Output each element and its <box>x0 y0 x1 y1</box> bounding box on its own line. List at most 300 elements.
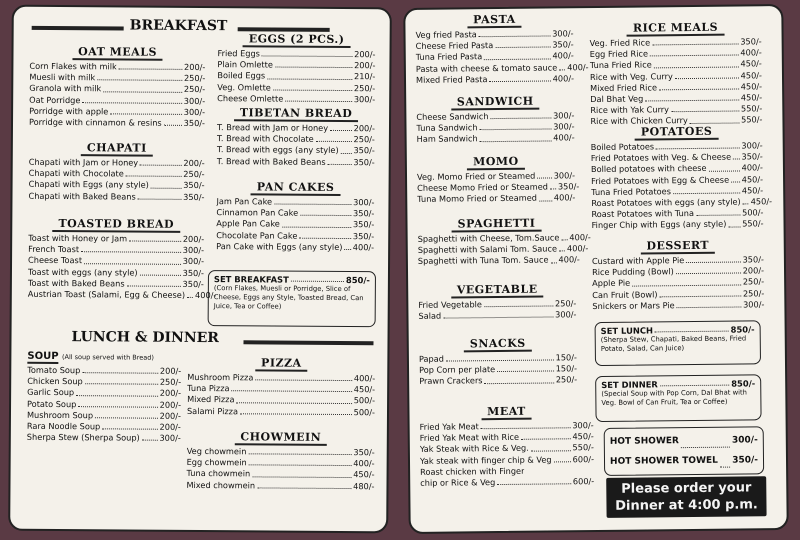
menu-item-price: 400/- <box>569 232 591 243</box>
menu-item-price: 200/- <box>159 365 182 376</box>
menu-item-price: 500/- <box>353 406 376 417</box>
menu-item-name: Muesli with milk <box>29 72 96 83</box>
dot-leader <box>690 115 739 124</box>
menu-item-name: Austrian Toast (Salami, Egg & Cheese) <box>27 288 186 300</box>
menu-item-name: Fried Yak Meat <box>419 421 479 432</box>
menu-item-price: 200/- <box>354 49 376 60</box>
menu-item-name: Fried Yak Meat with Rice <box>419 432 520 444</box>
menu-item-name: Can Fruit (Bowl) <box>592 288 658 300</box>
dot-leader <box>550 182 556 190</box>
menu-item-name: Boiled Potatoes <box>590 141 655 153</box>
menu-item-price: 450/- <box>740 81 763 92</box>
section-meat <box>419 404 594 489</box>
menu-item <box>28 190 204 202</box>
menu-item-price: 300/- <box>159 432 181 444</box>
dot-leader <box>484 51 550 60</box>
section-title-text: OAT MEALS <box>72 45 163 61</box>
menu-item-name: Porridge with apple <box>29 105 109 117</box>
menu-item-name: Plain Omlette <box>217 59 273 70</box>
menu-item-price: 350/- <box>182 267 205 278</box>
dot-leader <box>656 140 739 149</box>
menu-item-name: Toast with Baked Beans <box>27 277 125 289</box>
section-title-text: CHAPATI <box>81 141 153 157</box>
set-breakfast-box <box>208 270 376 327</box>
set-dinner-desc: (Special Soup with Pop Corn, Dal Bhat with Veg. Bowl of Can Fruit, Tea or Coffee) <box>601 388 748 407</box>
dot-leader <box>650 48 738 57</box>
menu-item-name: Roast chicken with Finger <box>420 465 525 477</box>
menu-item-name: Rice with Yak Curry <box>590 104 670 116</box>
breakfast-title: BREAKFAST <box>129 17 228 35</box>
menu-item-name: Cheese Omlette <box>217 92 284 104</box>
menu-item-price: 350/- <box>183 191 205 202</box>
dot-leader <box>559 244 565 252</box>
menu-item-name: Fried Potatoes with Egg & Cheese <box>591 174 730 186</box>
menu-item-name: Cheese Toast <box>28 255 83 266</box>
menu-item-name: Prawn Crackers <box>419 375 483 387</box>
menu-item-price: 200/- <box>159 388 182 399</box>
menu-item-price: 350/- <box>732 455 759 466</box>
menu-item-name: Rice with Veg. Curry <box>589 70 673 82</box>
menu-item-price: 300/- <box>572 420 594 431</box>
menu-item-name: Tuna Pizza <box>187 383 230 394</box>
dot-leader <box>142 433 158 441</box>
menu-item-price: 250/- <box>742 287 765 299</box>
menu-item-price: 550/- <box>742 218 764 229</box>
dot-leader <box>275 60 352 69</box>
dot-leader <box>84 256 181 265</box>
menu-item <box>592 299 764 312</box>
dot-leader <box>559 62 565 70</box>
menu-item-name: Pan Cake with Eggs (any style) <box>216 240 343 252</box>
dot-leader <box>273 82 352 91</box>
section-title-text: TOASTED BREAD <box>52 217 180 233</box>
section-pasta <box>415 12 589 86</box>
menu-item-name: Tuna Fried Rice <box>589 59 652 71</box>
menu-item-name: Cinnamon Pan Cake <box>216 207 299 218</box>
dot-leader <box>671 104 739 113</box>
menu-item-name: Cheese Fried Pasta <box>415 40 494 52</box>
dot-leader <box>187 290 193 298</box>
section-snacks <box>419 336 578 387</box>
dot-leader <box>696 208 740 217</box>
dot-leader <box>497 364 554 373</box>
menu-item-price: 200/- <box>184 61 206 73</box>
menu-item-name: Dal Bhat Veg <box>590 93 644 105</box>
section-title-text: PASTA <box>467 13 522 29</box>
menu-item-price: 400/- <box>567 61 589 72</box>
section-chowmein <box>186 430 374 492</box>
menu-item <box>420 476 594 489</box>
dot-leader <box>341 145 352 153</box>
menu-item-price: 350/- <box>352 219 375 230</box>
set-breakfast-title: SET BREAKFAST <box>213 274 289 285</box>
menu-item-name: Sherpa Stew (Sherpa Soup) <box>26 432 140 443</box>
dot-leader <box>344 242 350 250</box>
section-title <box>592 238 764 253</box>
menu-item-price: 200/- <box>159 421 181 432</box>
menu-item-price: 400/- <box>195 289 217 301</box>
menu-item-price: 350/- <box>353 447 375 458</box>
hot-shower-box <box>604 426 764 476</box>
menu-item-price: 250/- <box>159 376 182 388</box>
dot-leader <box>81 244 181 253</box>
dot-leader <box>82 365 158 374</box>
menu-item-name: HOT SHOWER TOWEL <box>609 455 718 467</box>
menu-item <box>610 430 758 452</box>
dot-leader <box>164 118 182 126</box>
menu-item-name: Roast Potatoes with Tuna <box>591 208 695 220</box>
dot-leader <box>490 110 551 119</box>
menu-item-price: 350/- <box>353 156 375 167</box>
dot-leader <box>76 388 158 397</box>
section-title <box>415 12 573 27</box>
menu-item-price: 300/- <box>353 93 376 105</box>
menu-item-name: Chapati with Baked Beans <box>28 190 136 202</box>
menu-item-price: 450/- <box>353 384 376 395</box>
menu-item-name: Tuna Fried Potatoes <box>591 186 671 197</box>
set-dinner-price: 850/- <box>731 378 756 389</box>
menu-item <box>216 241 374 253</box>
section-pizza <box>187 356 375 418</box>
section-title-text: SNACKS <box>464 337 532 353</box>
section-title <box>417 154 575 169</box>
set-lunch-title: SET LUNCH <box>600 325 654 336</box>
menu-item-price: 400/- <box>353 373 376 384</box>
section-title <box>217 106 375 120</box>
menu-item-name: Corn Flakes with milk <box>29 60 117 72</box>
dot-leader <box>743 196 749 204</box>
menu-item-price: 550/- <box>740 103 763 114</box>
menu-item-price: 150/- <box>555 363 578 374</box>
menu-item-price: 350/- <box>183 117 206 129</box>
menu-item <box>591 219 763 232</box>
lunch-dinner-title: LUNCH & DINNER <box>71 329 220 347</box>
dot-leader <box>550 255 556 263</box>
menu-item-price: 250/- <box>554 298 577 309</box>
menu-item-name: Mixed Fried Rice <box>590 82 658 93</box>
section-potatoes <box>590 124 773 231</box>
dot-leader <box>652 36 738 45</box>
section-title-text: MEAT <box>481 405 532 421</box>
menu-item <box>187 406 375 419</box>
menu-item-name: Chicken Soup <box>27 375 83 387</box>
dot-leader <box>443 310 553 319</box>
menu-item-name: Porridge with cinnamon & resins <box>28 116 162 128</box>
section-sandwich <box>416 94 575 145</box>
section-title-text: MOMO <box>467 155 525 171</box>
section-title-text: CHOWMEIN <box>234 430 327 446</box>
menu-item <box>416 73 574 86</box>
section-rice-meals <box>589 20 762 127</box>
menu-item-name: Mixed chowmein <box>186 479 256 490</box>
menu-item-price: 150/- <box>555 352 577 363</box>
menu-item-price: 300/- <box>183 95 206 106</box>
menu-item-price: 600/- <box>572 453 595 464</box>
menu-item-price: 400/- <box>352 241 375 253</box>
dot-leader <box>521 431 571 440</box>
menu-item <box>27 288 217 301</box>
menu-item-price: 400/- <box>566 243 589 254</box>
dot-leader <box>481 420 571 429</box>
menu-item-price: 450/- <box>740 92 763 103</box>
dot-leader <box>140 267 181 275</box>
menu-item-name: Chocolate Pan Cake <box>216 229 298 241</box>
dot-leader <box>675 70 739 79</box>
menu-item-name: Cheese Momo Fried or Steamed <box>417 181 548 194</box>
section-title <box>589 20 761 35</box>
menu-item-price: 300/- <box>182 245 205 256</box>
section-vegetable <box>418 282 576 322</box>
menu-item-name: Yak Steak with Rice & Veg. <box>419 443 529 455</box>
dot-leader <box>138 191 181 200</box>
menu-item-price: 350/- <box>183 180 205 191</box>
dot-leader <box>240 406 352 415</box>
menu-item-name: Apple Pan Cake <box>216 218 280 229</box>
menu-item-name: Cheese Sandwich <box>416 111 489 122</box>
set-dinner-box <box>595 374 761 422</box>
menu-item-name: Snickers or Mars Pie <box>592 299 675 311</box>
dot-leader <box>677 299 741 308</box>
menu-item <box>610 450 758 472</box>
menu-page-left <box>8 5 392 534</box>
menu-item-price: 400/- <box>353 458 375 469</box>
menu-item-name: Chapati with Jam or Honey <box>28 156 139 168</box>
section-title <box>416 94 574 109</box>
dot-leader <box>282 219 351 228</box>
menu-item-name: Spaghetti with Cheese, Tom.Sauce <box>417 232 560 244</box>
menu-item-price: 350/- <box>740 36 762 47</box>
dot-leader <box>720 451 731 468</box>
dot-leader <box>267 71 352 80</box>
menu-item-name: Egg chowmein <box>186 457 247 468</box>
menu-item-name: Pasta with cheese & tomato sauce <box>415 62 558 74</box>
dot-leader <box>686 254 740 263</box>
dot-leader <box>561 232 567 240</box>
menu-item-price: 400/- <box>553 192 576 203</box>
dot-leader <box>554 454 571 462</box>
menu-item-name: Chapati with Eggs (any style) <box>28 179 149 191</box>
dot-leader <box>539 193 552 201</box>
menu-item <box>417 254 580 268</box>
menu-item-name: Egg Fried Rice <box>589 48 649 60</box>
menu-item-price: 500/- <box>353 395 376 406</box>
dot-leader <box>97 72 182 81</box>
menu-item-price: 450/- <box>741 185 764 196</box>
menu-item-name: Mushroom Soup <box>26 409 94 421</box>
menu-item-name: Potato Soup <box>27 398 77 409</box>
dot-leader <box>316 134 352 142</box>
soup-title: SOUP <box>27 350 59 363</box>
menu-item-name: Tuna Fried Pasta <box>415 51 483 63</box>
order-notice-line2: Dinner at 4:00 p.m. <box>615 497 758 514</box>
menu-item-name: Ham Sandwich <box>416 133 478 145</box>
menu-item-price: 250/- <box>742 276 765 287</box>
menu-item-name: Yak steak with finger chip & Veg <box>419 454 552 466</box>
menu-page-right <box>403 4 788 534</box>
menu-item <box>217 156 375 168</box>
dot-leader <box>479 28 550 37</box>
menu-item-name: T. Bread with Baked Beans <box>216 155 326 167</box>
dot-leader <box>495 40 550 49</box>
section-title <box>591 124 763 139</box>
set-lunch-desc: (Sherpa Stew, Chapati, Baked Beans, Fried Potato, Salad, Can Juice) <box>600 334 747 353</box>
dot-leader <box>485 375 554 384</box>
menu-item-price: 450/- <box>740 58 762 69</box>
menu-item-price: 350/- <box>353 208 375 219</box>
menu-item-name: Tuna chowmein <box>186 468 251 479</box>
dot-leader <box>446 352 554 361</box>
menu-item-price: 400/- <box>553 132 575 143</box>
menu-item-name: Tuna Momo Fried or Steamed <box>417 193 537 205</box>
menu-item-price: 300/- <box>183 106 206 117</box>
section-toasted-bread <box>27 217 217 301</box>
dot-leader <box>681 431 730 449</box>
menu-item-name: T. Bread with eggs (any style) <box>216 144 339 156</box>
section-title-text: RICE MEALS <box>627 21 724 37</box>
menu-item-name: Veg chowmein <box>186 445 247 457</box>
dot-leader <box>484 298 553 307</box>
menu-item-price: 300/- <box>353 197 375 208</box>
dot-leader <box>252 469 351 478</box>
dot-leader <box>709 163 740 172</box>
menu-item-name: Mixed Fried Pasta <box>415 73 488 85</box>
dot-leader <box>645 93 739 102</box>
menu-item-price: 200/- <box>183 157 205 169</box>
menu-item-price: 300/- <box>555 309 577 320</box>
menu-item <box>27 432 181 444</box>
menu-item-name: Salad <box>418 310 442 322</box>
menu-item-price: 200/- <box>354 60 376 71</box>
dot-leader <box>299 230 351 239</box>
menu-item-price: 200/- <box>742 265 765 276</box>
menu-item-name: T. Bread with Jam or Honey <box>216 122 329 133</box>
menu-item-price: 250/- <box>555 374 578 385</box>
menu-item-price: 500/- <box>742 207 764 218</box>
menu-item-name: chip or Rice & Veg <box>420 477 496 488</box>
title-rule-right <box>238 27 330 32</box>
dot-leader <box>236 395 351 404</box>
dot-leader <box>255 372 352 381</box>
section-title-text: VEGETABLE <box>451 283 544 299</box>
menu-item-name: Boiled Eggs <box>217 70 266 81</box>
section-chapati <box>28 141 204 203</box>
dot-leader <box>110 106 181 115</box>
section-title-text: POTATOES <box>635 125 719 141</box>
dot-leader <box>140 158 181 166</box>
menu-item-name: Fried Potatoes with Veg. & Cheese <box>590 151 732 164</box>
set-breakfast-desc: (Corn Flakes, Muesli or Porridge, Slice of Cheese, Eggs any Style, Toasted Bread, Can Juice, Tea or Coffee) <box>213 284 364 311</box>
menu-item-price: 550/- <box>741 114 763 125</box>
dot-leader <box>248 446 351 455</box>
menu-item-price: 250/- <box>183 73 206 84</box>
menu-item-name: Toast with Honey or Jam <box>28 232 128 244</box>
menu-item-price: 450/- <box>741 173 764 185</box>
menu-item-price: 350/- <box>182 278 204 289</box>
menu-item-name: Tuna Sandwich <box>416 122 478 134</box>
dot-leader <box>479 122 551 131</box>
section-tibetan-bread <box>217 106 375 168</box>
dot-leader <box>489 73 550 82</box>
section-title-text: TIBETAN BREAD <box>234 106 359 122</box>
menu-item <box>29 117 205 129</box>
menu-item-price: 480/- <box>353 480 375 491</box>
dot-leader <box>103 84 182 93</box>
menu-item-name: T. Bread with Chocolate <box>216 133 314 144</box>
menu-item-name: Veg. Momo Fried or Steamed <box>416 170 536 182</box>
dot-leader <box>673 185 740 194</box>
section-title <box>419 404 593 419</box>
menu-item-price: 300/- <box>552 28 574 39</box>
dot-leader <box>82 95 181 104</box>
menu-item-name: Papad <box>418 353 444 364</box>
menu-item-name: Apple Pie <box>592 278 631 289</box>
menu-item-name: Salami Pizza <box>186 405 239 416</box>
section-title-text: SPAGHETTI <box>452 217 542 233</box>
dot-leader <box>127 278 181 287</box>
section-title <box>187 356 375 370</box>
menu-item-name: French Toast <box>28 244 80 255</box>
menu-item-name: Pop Corn per plate <box>418 364 496 376</box>
menu-item-price: 350/- <box>557 181 580 192</box>
menu-item-price: 250/- <box>353 82 376 93</box>
dot-leader <box>733 152 739 160</box>
menu-item-price: 350/- <box>741 151 763 162</box>
section-title <box>418 282 576 297</box>
dot-leader <box>262 48 352 57</box>
section-title <box>417 216 575 231</box>
dot-leader <box>480 133 552 142</box>
menu-item <box>217 93 375 105</box>
section-title-text: PAN CAKES <box>251 180 341 196</box>
dot-leader <box>659 288 740 297</box>
section-title <box>217 180 375 194</box>
menu-item-price: 550/- <box>572 442 594 453</box>
menu-item-name: Fried Vegetable <box>418 299 482 310</box>
menu-item-price: 600/- <box>572 476 595 487</box>
dot-leader <box>232 383 352 392</box>
menu-item-name: Mixed Pizza <box>187 394 235 405</box>
menu-item-price: 300/- <box>742 299 765 310</box>
menu-item-price: 450/- <box>572 431 594 442</box>
menu-item-name: Finger Chip with Eggs (any style) <box>591 219 727 231</box>
menu-item-name: Toast with eggs (any style) <box>27 266 138 278</box>
section-title <box>419 336 577 351</box>
menu-item-price: 400/- <box>558 254 580 265</box>
menu-item <box>417 193 575 206</box>
menu-item-price: 350/- <box>352 230 375 241</box>
set-dinner-title: SET DINNER <box>601 379 658 390</box>
dot-leader <box>126 169 182 178</box>
section-soup <box>27 351 182 444</box>
dot-leader <box>676 266 741 275</box>
menu-item <box>417 133 575 146</box>
dot-leader <box>330 123 352 131</box>
section-spaghetti <box>417 216 591 267</box>
menu-item-name: Mushroom Pizza <box>187 371 254 383</box>
dot-leader <box>497 476 571 485</box>
dot-leader <box>285 93 352 102</box>
dot-leader <box>257 480 351 489</box>
section-oat-meals <box>29 45 206 129</box>
section-title-text: DESSERT <box>640 239 715 255</box>
menu-item-name: Oat Porridge <box>29 94 81 105</box>
menu-item-price: 400/- <box>741 162 764 173</box>
dot-leader <box>85 376 158 385</box>
dot-leader <box>300 208 351 217</box>
menu-item-price: 300/- <box>182 256 205 267</box>
dot-leader <box>654 59 739 68</box>
menu-item-name: Jam Pan Cake <box>216 196 273 207</box>
